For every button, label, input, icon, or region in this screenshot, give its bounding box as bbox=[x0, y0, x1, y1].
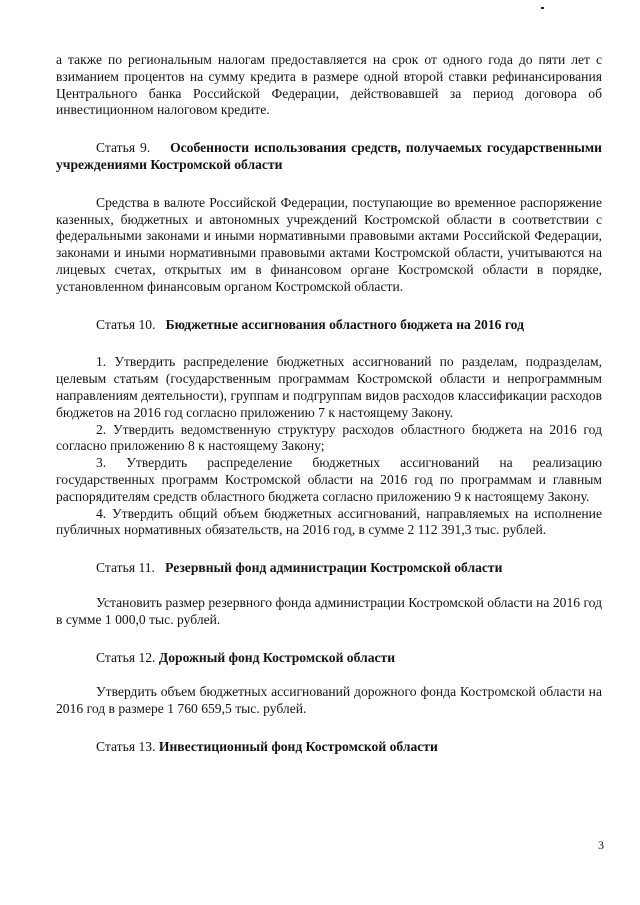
article-10-item-2: 2. Утвердить ведомственную структуру расходов областного бюджета на 2016 год согласно приложению 8 к настоящему Закону; bbox=[56, 421, 602, 454]
page-number: 3 bbox=[598, 838, 604, 852]
article-10-label: Статья 10. bbox=[96, 316, 156, 332]
article-10-item-1: 1. Утвердить распределение бюджетных ассигнований по разделам, подразделам, целевым статьям (государственным программам Костромской области и непрограммным направлениям деятельности), группам и подгруппам видов расходов классификации расходов бюджетов на 2016 год согласно приложению 7 к настоящему Закону. bbox=[56, 354, 602, 420]
article-11-label: Статья 11. bbox=[96, 560, 155, 576]
article-13-heading bbox=[56, 739, 602, 756]
scan-dot bbox=[541, 7, 544, 9]
article-9-title: Особенности использования средств, получаемых государственными учреждениями Костромской области bbox=[56, 140, 603, 172]
article-9-paragraph: Средства в валюте Российской Федерации, поступающие во временное распоряжение казенных, бюджетных и автономных учреждений Костромской области в соответствии с федеральными законами и иными нормативными правовыми актами Российской Федерации, законами и иными нормативными правовыми актами Костромской области, учитываются на лицевых счетах, открытых им в финансовом органе Костромской области в порядке, установленном финансовым органом Костромской области. bbox=[56, 194, 602, 294]
article-10-item-3: 3. Утвердить распределение бюджетных ассигнований на реализацию государственных программ Костромской области на 2016 год по программам и главным распорядителям средств областного бюджета согласно приложению 9 к настоящему Закону. bbox=[56, 455, 602, 504]
article-10-item-4: 4. Утвердить общий объем бюджетных ассигнований, направляемых на исполнение публичных нормативных обязательств, на 2016 год, в сумме 2 112 391,3 тыс. рублей. bbox=[56, 505, 602, 538]
article-13-label: Статья 13. bbox=[96, 738, 156, 754]
article-12-heading bbox=[56, 650, 602, 667]
article-9-label: Статья 9. bbox=[96, 140, 151, 156]
article-9-heading bbox=[56, 140, 602, 174]
article-12-paragraph: Утвердить объем бюджетных ассигнований дорожного фонда Костромской области на 2016 год в размере 1 760 659,5 тыс. рублей. bbox=[56, 684, 602, 717]
article-12-title: Дорожный фонд Костромской области bbox=[158, 649, 396, 665]
article-11-heading bbox=[56, 560, 602, 577]
article-11-title: Резервный фонд администрации Костромской области bbox=[165, 560, 503, 576]
intro-paragraph: а также по региональным налогам предоставляется на срок от одного года до пяти лет с взиманием процентов на сумму кредита в размере одной второй ставки рефинансирования Центрального банка Российской Федерации, действовавшей за период договора об инвестиционном налоговом кредите. bbox=[56, 52, 602, 118]
document-page bbox=[56, 52, 602, 756]
article-12-label: Статья 12. bbox=[96, 649, 156, 665]
article-11-paragraph: Установить размер резервного фонда администрации Костромской области на 2016 год в сумме 1 000,0 тыс. рублей. bbox=[56, 594, 602, 627]
article-10-title: Бюджетные ассигнования областного бюджета на 2016 год bbox=[165, 316, 524, 332]
article-10-heading bbox=[56, 317, 602, 334]
article-13-title: Инвестиционный фонд Костромской области bbox=[158, 738, 438, 754]
